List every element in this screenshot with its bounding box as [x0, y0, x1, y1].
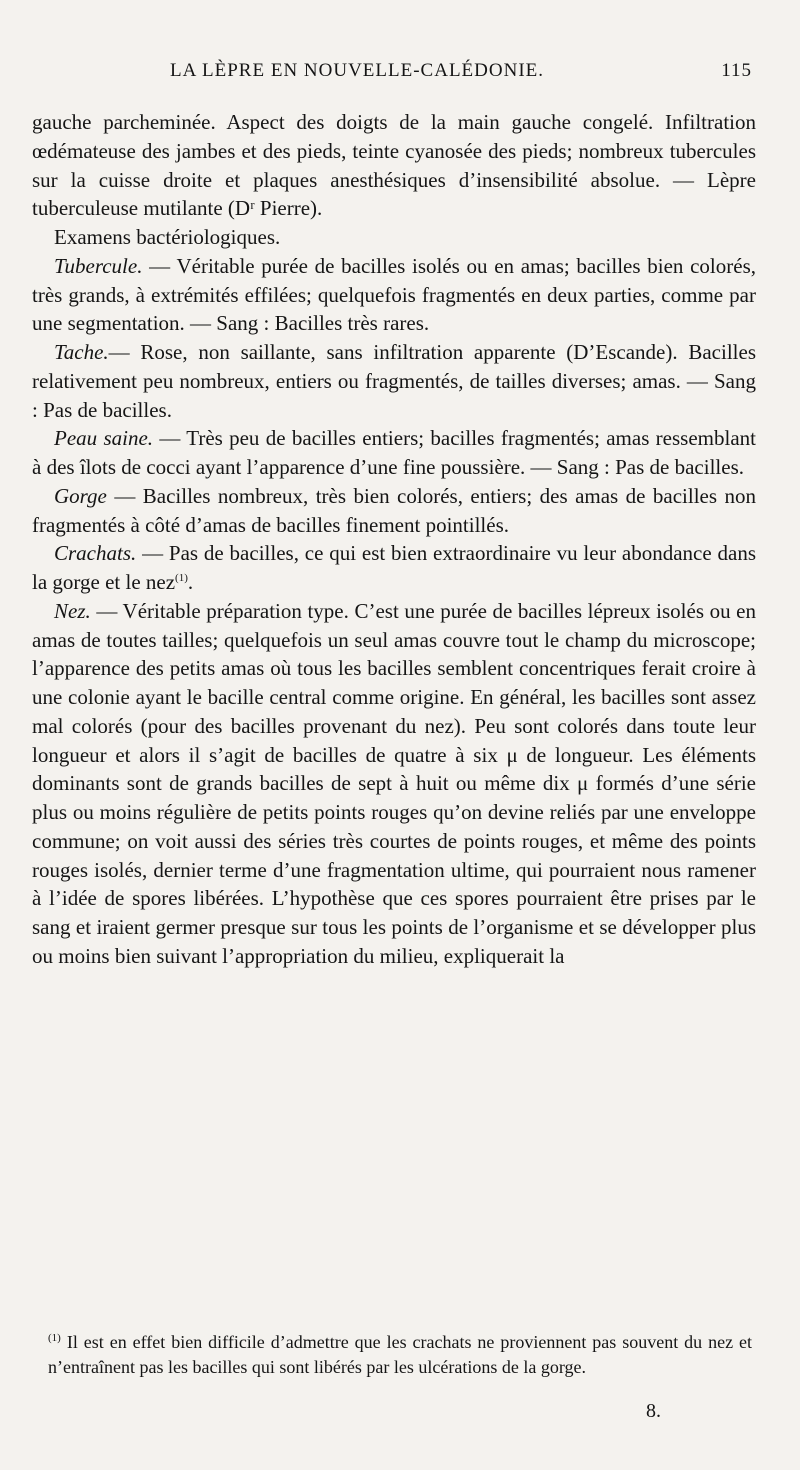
footnote	[48, 1330, 752, 1379]
paragraph-tail: .	[187, 570, 194, 594]
section-label: Tache.	[54, 340, 109, 364]
paragraph-text: Examens bactériologiques.	[54, 225, 281, 249]
section-label: Tubercule.	[54, 253, 143, 278]
footnote-mark: (1)	[48, 1332, 61, 1344]
signature-mark: 8.	[646, 1400, 661, 1422]
paragraph	[32, 539, 756, 597]
body-text	[32, 108, 756, 971]
paragraph	[32, 108, 756, 223]
section-label: Nez.	[54, 598, 91, 623]
paragraph-text: — Véritable préparation type. C’est une purée de bacilles lépreux isolés ou en amas de toutes tailles; quelquefois un seul amas couvre tout le champ du microscope; l’apparence des petits amas où tous les bacilles semblent concentriques ferait croire à une colonie ayant le bacille central comme origine. En général, les bacilles sont assez mal colorés (pour des bacilles provenant du nez). Peu sont colorés dans toute leur longueur et alors il s’agit de bacilles de quatre à six μ de longueur. Les éléments dominants sont de grands bacilles de sept à huit ou même dix μ formés d’une série plus ou moins régulière de petits points rouges qu’on devine reliés par une enveloppe commune; on voit aussi des séries très courtes de points rouges, et même des points rouges isolés, dernier terme d’une fragmentation ultime, qui pourraient nous ramener à l’idée de spores libérées. L’hypothèse que ces spores pourraient être prises par le sang et iraient germer presque sur tous les points de l’organisme et se développer plus ou moins bien suivant l’appropriation du milieu, expliquerait la	[32, 598, 756, 968]
paragraph	[32, 424, 756, 482]
paragraph	[32, 482, 756, 540]
paragraph	[32, 252, 756, 338]
paragraph-text: — Bacilles nombreux, très bien colorés, entiers; des amas de bacilles non fragmentés à côté d’amas de bacilles finement pointillés.	[32, 483, 756, 537]
running-title: LA LÈPRE EN NOUVELLE-CALÉDONIE.	[170, 60, 545, 81]
page-number: 115	[721, 60, 752, 81]
paragraph-text: — Très peu de bacilles entiers; bacilles fragmentés; amas ressemblant à des îlots de cocci ayant l’apparence d’une fine poussière. — Sang : Pas de bacilles.	[32, 426, 756, 479]
paragraph-text: — Pas de bacilles, ce qui est bien extraordinaire vu leur abondance dans la gorge et le nez	[32, 541, 756, 594]
section-label: Crachats.	[54, 541, 137, 566]
section-label: Gorge	[54, 483, 107, 508]
paragraph-text: gauche parcheminée. Aspect des doigts de la main gauche congelé. Infiltration œdémateuse des jambes et des pieds, teinte cyanosée des pieds; nombreux tubercules sur la cuisse droite et plaques anesthésiques d’insensibilité absolue. — Lèpre tuberculeuse mutilante (Dʳ Pierre).	[32, 110, 756, 221]
footnote-text: Il est en effet bien difficile d’admettre que les crachats ne proviennent pas souvent du nez et n’entraînent pas les bacilles qui sont libérés par les ulcérations de la gorge.	[48, 1332, 752, 1377]
paragraph-text: — Véritable purée de bacilles isolés ou en amas; bacilles bien colorés, très grands, à extrémités effilées; quelquefois fragmentés en deux parties, comme par une segmentation. — Sang : Bacilles très rares.	[32, 253, 756, 336]
paragraph	[32, 223, 756, 252]
paragraph	[32, 338, 756, 424]
paragraph-text: — Rose, non saillante, sans infiltration apparente (D’Escande). Bacilles relativement peu nombreux, entiers ou fragmentés, de tailles diverses; amas. — Sang : Pas de bacilles.	[32, 340, 756, 422]
footnote-reference: (1)	[175, 572, 188, 584]
paragraph	[32, 597, 756, 971]
section-label: Peau saine.	[54, 426, 154, 451]
